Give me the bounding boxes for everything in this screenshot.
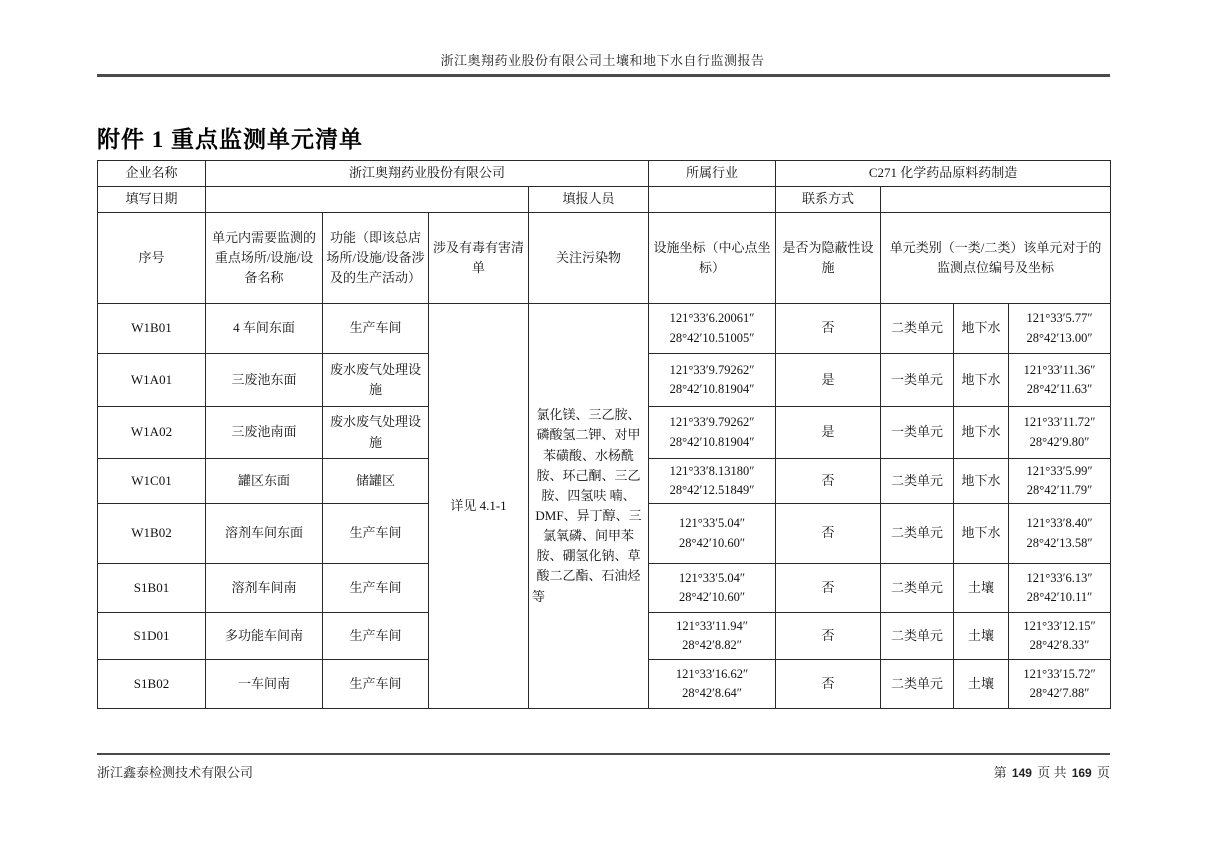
col-header-place: 单元内需要监测的重点场所/设施/设备名称 (206, 213, 323, 304)
pollutants-merged-cell: 氯化镁、三乙胺、磷酸氢二钾、对甲苯磺酸、水杨酰胺、环己酮、三乙胺、四氢呋 喃、DMF、异丁醇、三氯氧磷、间甲苯胺、硼氢化钠、草酸二乙酯、石油烃等 (529, 304, 649, 709)
latitude: 28°42′11.63″ (1026, 382, 1093, 396)
row-serial: S1B02 (98, 660, 206, 709)
contact-value-empty (881, 187, 1111, 213)
latitude: 28°42′10.60″ (678, 535, 746, 550)
latitude: 28°42′11.79″ (1026, 483, 1093, 497)
row-place: 三废池南面 (206, 407, 323, 459)
monitoring-medium: 地下水 (954, 407, 1009, 459)
longitude: 121°33′5.77″ (1026, 311, 1093, 326)
col-header-facility-coord: 设施坐标（中心点坐标） (649, 213, 776, 304)
hidden-flag: 否 (776, 564, 881, 613)
longitude: 121°33′12.15″ (1023, 618, 1096, 633)
page-suffix: 页 (1096, 765, 1110, 780)
longitude: 121°33′9.79262″ (669, 415, 755, 430)
longitude: 121°33′5.04″ (678, 516, 746, 531)
company-name-label: 企业名称 (98, 161, 206, 187)
unit-class: 二类单元 (881, 304, 954, 354)
hidden-flag: 否 (776, 613, 881, 660)
row-place: 多功能车间南 (206, 613, 323, 660)
row-serial: S1B01 (98, 564, 206, 613)
monitoring-medium: 地下水 (954, 304, 1009, 354)
latitude: 28°42′8.33″ (1029, 638, 1090, 652)
facility-coordinates (649, 613, 776, 660)
facility-coordinates (649, 354, 776, 407)
fill-person-label: 填报人员 (529, 187, 649, 213)
facility-coordinates (649, 660, 776, 709)
monitoring-medium: 地下水 (954, 459, 1009, 504)
footer-company: 浙江鑫泰检测技术有限公司 (97, 765, 254, 780)
contact-label: 联系方式 (776, 187, 881, 213)
footer-divider (97, 753, 1110, 755)
row-function: 生产车间 (323, 304, 429, 354)
row-serial: S1D01 (98, 613, 206, 660)
latitude: 28°42′8.82″ (682, 638, 742, 652)
hidden-flag: 否 (776, 504, 881, 564)
row-serial: W1B01 (98, 304, 206, 354)
facility-coordinates (649, 564, 776, 613)
latitude: 28°42′12.51849″ (669, 483, 755, 497)
unit-class: 一类单元 (881, 407, 954, 459)
longitude: 121°33′16.62″ (675, 666, 749, 681)
col-header-serial: 序号 (98, 213, 206, 304)
row-place: 4 车间东面 (206, 304, 323, 354)
monitoring-medium: 土壤 (954, 564, 1009, 613)
point-coordinates (1009, 660, 1111, 709)
row-function: 生产车间 (323, 660, 429, 709)
row-serial: W1A01 (98, 354, 206, 407)
col-header-function: 功能（即该总店场所/设施/设备涉及的生产活动） (323, 213, 429, 304)
row-function: 生产车间 (323, 504, 429, 564)
header-divider (97, 74, 1110, 77)
monitoring-medium: 土壤 (954, 613, 1009, 660)
company-info-row (98, 161, 1111, 187)
latitude: 28°42′13.00″ (1026, 330, 1093, 345)
table-row (98, 304, 1111, 354)
industry-label: 所属行业 (649, 161, 776, 187)
row-function: 储罐区 (323, 459, 429, 504)
unit-class: 二类单元 (881, 613, 954, 660)
monitoring-medium: 土壤 (954, 660, 1009, 709)
row-function: 生产车间 (323, 564, 429, 613)
row-place: 三废池东面 (206, 354, 323, 407)
row-function: 废水废气处理设施 (323, 354, 429, 407)
monitoring-medium: 地下水 (954, 504, 1009, 564)
facility-coordinates (649, 459, 776, 504)
point-coordinates (1009, 304, 1111, 354)
page-current: 149 (1011, 766, 1032, 780)
latitude: 28°42′9.80″ (1029, 434, 1090, 449)
longitude: 121°33′6.13″ (1026, 570, 1093, 585)
row-place: 溶剂车间东面 (206, 504, 323, 564)
page-mid: 页 共 (1037, 765, 1067, 780)
row-place: 罐区东面 (206, 459, 323, 504)
monitoring-units-table (97, 160, 1111, 709)
longitude: 121°33′8.13180″ (669, 463, 755, 478)
latitude: 28°42′7.88″ (1029, 686, 1090, 700)
row-place: 溶剂车间南 (206, 564, 323, 613)
longitude: 121°33′9.79262″ (669, 362, 755, 377)
unit-class: 二类单元 (881, 459, 954, 504)
latitude: 28°42′10.11″ (1026, 590, 1093, 604)
col-header-hidden: 是否为隐蔽性设施 (776, 213, 881, 304)
facility-coordinates (649, 504, 776, 564)
latitude: 28°42′10.60″ (678, 590, 746, 604)
unit-class: 二类单元 (881, 660, 954, 709)
hidden-flag: 否 (776, 660, 881, 709)
hidden-flag: 否 (776, 304, 881, 354)
facility-coordinates (649, 304, 776, 354)
unit-class: 一类单元 (881, 354, 954, 407)
longitude: 121°33′11.72″ (1023, 415, 1096, 430)
unit-class: 二类单元 (881, 504, 954, 564)
latitude: 28°42′10.81904″ (669, 434, 755, 449)
latitude: 28°42′10.51005″ (669, 330, 755, 345)
unit-class: 二类单元 (881, 564, 954, 613)
col-header-pollutants: 关注污染物 (529, 213, 649, 304)
longitude: 121°33′6.20061″ (669, 311, 755, 326)
longitude: 121°33′5.04″ (678, 570, 746, 585)
fill-date-value-empty (206, 187, 529, 213)
page-prefix: 第 (993, 765, 1007, 780)
row-function: 生产车间 (323, 613, 429, 660)
latitude: 28°42′13.58″ (1026, 535, 1093, 550)
longitude: 121°33′11.36″ (1023, 362, 1096, 377)
company-name-value: 浙江奥翔药业股份有限公司 (206, 161, 649, 187)
toxic-list-merged-cell: 详见 4.1-1 (429, 304, 529, 709)
page-total: 169 (1071, 766, 1092, 780)
row-serial: W1B02 (98, 504, 206, 564)
hidden-flag: 否 (776, 459, 881, 504)
industry-value: C271 化学药品原料药制造 (776, 161, 1111, 187)
row-place: 一车间南 (206, 660, 323, 709)
monitoring-medium: 地下水 (954, 354, 1009, 407)
latitude: 28°42′8.64″ (682, 686, 742, 700)
latitude: 28°42′10.81904″ (669, 382, 755, 396)
hidden-flag: 是 (776, 407, 881, 459)
fill-person-value-empty (649, 187, 776, 213)
col-header-unit-class: 单元类别（一类/二类）该单元对于的监测点位编号及坐标 (881, 213, 1111, 304)
row-serial: W1A02 (98, 407, 206, 459)
longitude: 121°33′5.99″ (1026, 463, 1093, 478)
point-coordinates (1009, 459, 1111, 504)
fill-date-label: 填写日期 (98, 187, 206, 213)
facility-coordinates (649, 407, 776, 459)
row-serial: W1C01 (98, 459, 206, 504)
point-coordinates (1009, 504, 1111, 564)
fill-info-row (98, 187, 1111, 213)
longitude: 121°33′11.94″ (676, 618, 748, 633)
point-coordinates (1009, 613, 1111, 660)
hidden-flag: 是 (776, 354, 881, 407)
longitude: 121°33′15.72″ (1023, 666, 1096, 681)
point-coordinates (1009, 407, 1111, 459)
col-header-toxic-list: 涉及有毒有害清单 (429, 213, 529, 304)
point-coordinates (1009, 354, 1111, 407)
report-header-title: 浙江奥翔药业股份有限公司土壤和地下水自行监测报告 (440, 53, 765, 68)
column-header-row (98, 213, 1111, 304)
row-function: 废水废气处理设施 (323, 407, 429, 459)
longitude: 121°33′8.40″ (1026, 516, 1093, 531)
attachment-title: 附件 1 重点监测单元清单 (97, 127, 363, 152)
point-coordinates (1009, 564, 1111, 613)
footer-page-number (994, 762, 1110, 781)
